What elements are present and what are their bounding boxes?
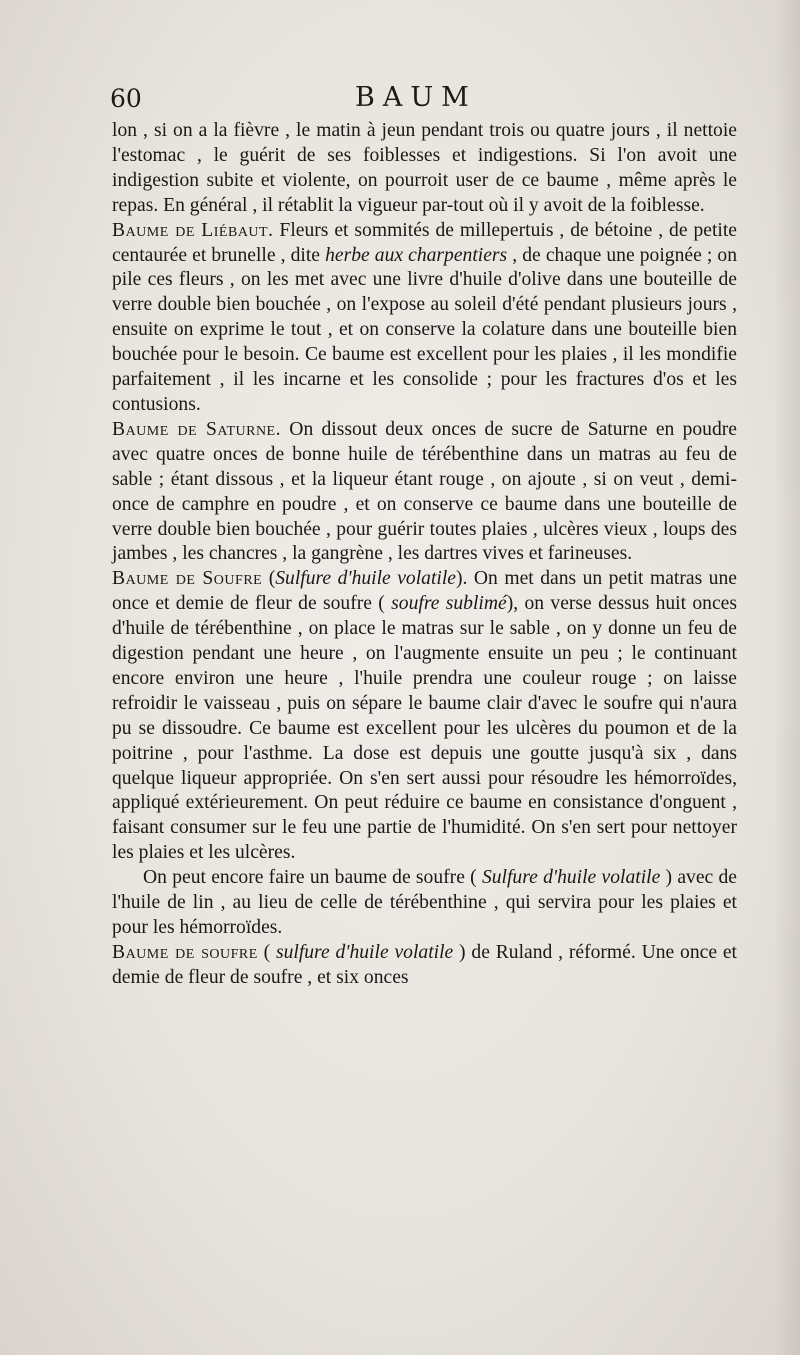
page-header: [110, 82, 700, 114]
text-segment: (: [257, 941, 276, 963]
entry-baume-de-liebaut: [112, 219, 737, 418]
entry-baume-de-saturne: [112, 418, 737, 567]
italic-term: Sulfure d'huile volatile: [275, 568, 456, 590]
text-segment: (: [262, 568, 276, 590]
text-segment: , de chaque une poignée ; on pile ces fleurs , on les met avec une livre d'huile d'olive dans une bouteille de verre double bien bouchée , on l'expose au soleil d'été pendant plusieurs jours , ensuite on exprime le tout , et on conserve la colature dans une bouteille bien bouchée pour le besoin. Ce baume est excellent pour les plaies , il les mondifie parfaitement , il les incarne et les consolide ; pour les fractures d'os et les contusions.: [112, 244, 737, 415]
running-head: BAUM: [355, 82, 477, 113]
entry-heading: Baume de Liébaut.: [112, 219, 274, 241]
body-text: [112, 119, 737, 991]
italic-term: sulfure d'huile volatile: [275, 941, 454, 963]
text-segment: lon , si on a la fièvre , le matin à jeun pendant trois ou quatre jours , il nettoie l'estomac , le guérit de ses foiblesses et indigestions. Si l'on avoit une indigestion subite et violente, on pourroit user de ce baume , même après le repas. En général , il rétablit la vigueur par-tout où il y avoit de la foiblesse.: [112, 120, 737, 216]
text-segment: On dissout deux onces de sucre de Saturne en poudre avec quatre onces de bonne huile de térébenthine dans un matras au feu de sable ; étant dissous , et la liqueur étant rouge , on ajoute , si on veut , demi-once de camphre en poudre , et on conserve ce baume dans une bouteille de verre double bien bouchée , pour guérir toutes plaies , ulcères vieux , loups des jambes , les chancres , la gangrène , les dartres vives et farineuses.: [112, 418, 737, 565]
italic-term: Sulfure d'huile volatile: [481, 867, 661, 889]
paragraph-variant: [112, 866, 737, 941]
entry-baume-de-soufre-ruland: [112, 941, 737, 991]
entry-baume-de-soufre: [112, 567, 737, 866]
text-segment: On peut encore faire un baume de soufre (: [143, 867, 482, 889]
italic-term: soufre sublimé: [391, 593, 507, 615]
text-segment: ) avec de l'huile de lin , au lieu de celle de térébenthine , qui servira pour les plaies et pour les hémorroïdes.: [112, 867, 737, 938]
entry-heading: Baume de soufre: [112, 941, 258, 963]
text-segment: ) de Ruland , réformé. Une once et demie de fleur de soufre , et six onces: [112, 941, 737, 988]
paragraph: [112, 119, 737, 219]
page-number: 60: [110, 84, 142, 113]
text-segment: ), on verse dessus huit onces d'huile de térébenthine , on place le matras sur le sable , on y donne un feu de digestion pendant une heure , on l'augmente ensuite un peu ; le continuant encore environ une heure , l'huile prendra une couleur rouge ; on laisse refroidir le vaisseau , puis on sépare le baume clair d'avec le soufre qui n'aura pu se dissoudre. Ce baume est excellent pour les ulcères du poumon et de la poitrine , pour l'asthme. La dose est depuis une goutte jusqu'à six , dans quelque liqueur appropriée. On s'en sert aussi pour résoudre les hémorroïdes, appliqué extérieurement. On peut réduire ce baume en consistance d'onguent , faisant consumer sur le feu une partie de l'humidité. On s'en sert pour nettoyer les plaies et les ulcères.: [112, 593, 737, 864]
entry-heading: Baume de Soufre: [112, 568, 263, 590]
entry-heading: Baume de Saturne.: [112, 418, 282, 440]
text-segment: ). On met dans un petit matras une once et demie de fleur de soufre (: [112, 568, 737, 615]
text-segment: Fleurs et sommités de millepertuis , de bétoine , de petite centaurée et brunelle , dite: [112, 219, 737, 266]
italic-term: herbe aux charpentiers: [325, 244, 508, 266]
scan-edge-shadow: [774, 0, 800, 1355]
